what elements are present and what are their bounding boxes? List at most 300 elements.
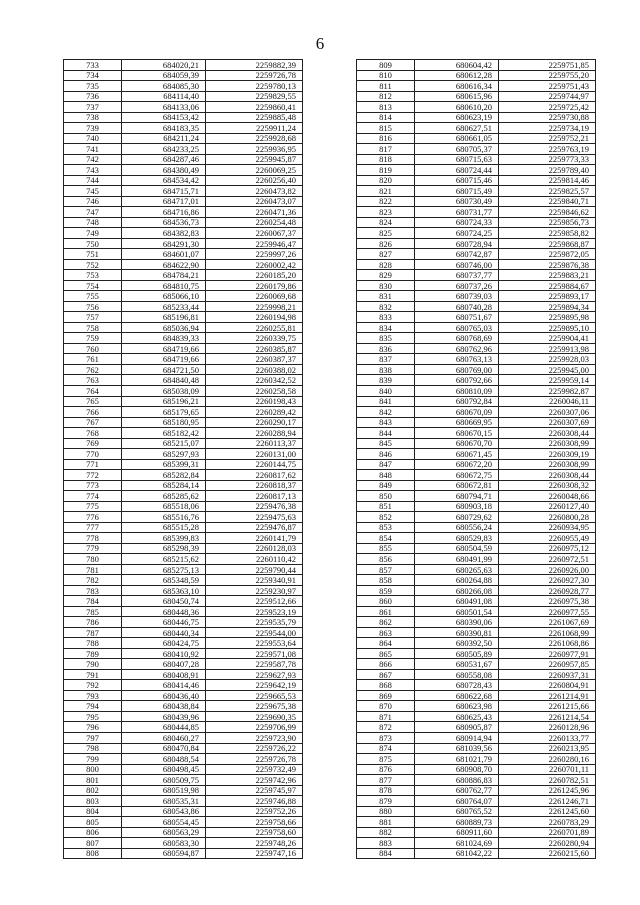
table-row xyxy=(64,838,303,849)
x-coordinate-cell: 680672,81 xyxy=(415,480,499,491)
point-number-cell: 878 xyxy=(357,785,415,796)
y-coordinate-cell: 2260288,94 xyxy=(206,428,303,439)
point-number-cell: 770 xyxy=(64,449,122,460)
point-number-cell: 855 xyxy=(357,543,415,554)
point-number-cell: 805 xyxy=(64,817,122,828)
y-coordinate-cell: 2260308,44 xyxy=(499,428,596,439)
table-row xyxy=(357,554,596,565)
table-row xyxy=(357,459,596,470)
x-coordinate-cell: 680414,46 xyxy=(122,680,206,691)
point-number-cell: 735 xyxy=(64,81,122,92)
table-row xyxy=(64,543,303,554)
y-coordinate-cell: 2260308,32 xyxy=(499,480,596,491)
x-coordinate-cell: 684287,46 xyxy=(122,154,206,165)
x-coordinate-cell: 685196,81 xyxy=(122,312,206,323)
x-coordinate-cell: 681024,69 xyxy=(415,838,499,849)
table-row xyxy=(357,249,596,260)
x-coordinate-cell: 680615,96 xyxy=(415,91,499,102)
point-number-cell: 734 xyxy=(64,70,122,81)
y-coordinate-cell: 2260975,38 xyxy=(499,596,596,607)
y-coordinate-cell: 2260471,36 xyxy=(206,207,303,218)
table-row xyxy=(64,606,303,617)
table-row xyxy=(357,354,596,365)
y-coordinate-cell: 2260290,17 xyxy=(206,417,303,428)
x-coordinate-cell: 680440,34 xyxy=(122,627,206,638)
y-coordinate-cell: 2260926,00 xyxy=(499,564,596,575)
table-row xyxy=(64,301,303,312)
y-coordinate-cell: 2260256,40 xyxy=(206,175,303,186)
point-number-cell: 754 xyxy=(64,280,122,291)
x-coordinate-cell: 680535,31 xyxy=(122,796,206,807)
point-number-cell: 809 xyxy=(357,60,415,71)
point-number-cell: 782 xyxy=(64,575,122,586)
y-coordinate-cell: 2260783,29 xyxy=(499,817,596,828)
point-number-cell: 816 xyxy=(357,133,415,144)
point-number-cell: 759 xyxy=(64,333,122,344)
y-coordinate-cell: 2260280,94 xyxy=(499,838,596,849)
point-number-cell: 813 xyxy=(357,102,415,113)
x-coordinate-cell: 684085,30 xyxy=(122,81,206,92)
point-number-cell: 748 xyxy=(64,217,122,228)
y-coordinate-cell: 2260308,99 xyxy=(499,459,596,470)
x-coordinate-cell: 680623,19 xyxy=(415,112,499,123)
point-number-cell: 750 xyxy=(64,238,122,249)
point-number-cell: 772 xyxy=(64,470,122,481)
table-row xyxy=(64,575,303,586)
y-coordinate-cell: 2260701,89 xyxy=(499,827,596,838)
table-row xyxy=(64,102,303,113)
point-number-cell: 777 xyxy=(64,522,122,533)
table-row xyxy=(357,70,596,81)
x-coordinate-cell: 680436,40 xyxy=(122,690,206,701)
point-number-cell: 822 xyxy=(357,196,415,207)
table-row xyxy=(357,470,596,481)
y-coordinate-cell: 2259876,38 xyxy=(499,259,596,270)
y-coordinate-cell: 2259725,42 xyxy=(499,102,596,113)
x-coordinate-cell: 685363,10 xyxy=(122,585,206,596)
x-coordinate-cell: 680501,54 xyxy=(415,606,499,617)
table-row xyxy=(357,133,596,144)
table-row xyxy=(357,575,596,586)
table-row xyxy=(357,343,596,354)
x-coordinate-cell: 680670,15 xyxy=(415,428,499,439)
point-number-cell: 846 xyxy=(357,449,415,460)
x-coordinate-cell: 680410,92 xyxy=(122,648,206,659)
table-row xyxy=(357,60,596,71)
point-number-cell: 841 xyxy=(357,396,415,407)
y-coordinate-cell: 2259742,96 xyxy=(206,775,303,786)
x-coordinate-cell: 680908,70 xyxy=(415,764,499,775)
table-row xyxy=(64,522,303,533)
table-row xyxy=(64,449,303,460)
x-coordinate-cell: 685036,94 xyxy=(122,322,206,333)
x-coordinate-cell: 680792,66 xyxy=(415,375,499,386)
table-row xyxy=(64,564,303,575)
x-coordinate-cell: 680264,88 xyxy=(415,575,499,586)
point-number-cell: 827 xyxy=(357,249,415,260)
point-number-cell: 874 xyxy=(357,743,415,754)
table-row xyxy=(357,606,596,617)
y-coordinate-cell: 2259856,73 xyxy=(499,217,596,228)
point-number-cell: 868 xyxy=(357,680,415,691)
y-coordinate-cell: 2260128,03 xyxy=(206,543,303,554)
point-number-cell: 752 xyxy=(64,259,122,270)
point-number-cell: 859 xyxy=(357,585,415,596)
point-number-cell: 815 xyxy=(357,123,415,134)
y-coordinate-cell: 2260280,16 xyxy=(499,754,596,765)
table-row xyxy=(357,407,596,418)
y-coordinate-cell: 2259512,66 xyxy=(206,596,303,607)
x-coordinate-cell: 684536,73 xyxy=(122,217,206,228)
point-number-cell: 733 xyxy=(64,60,122,71)
x-coordinate-cell: 685516,76 xyxy=(122,512,206,523)
point-number-cell: 863 xyxy=(357,627,415,638)
point-number-cell: 884 xyxy=(357,848,415,859)
table-row xyxy=(64,638,303,649)
y-coordinate-cell: 2259763,19 xyxy=(499,144,596,155)
y-coordinate-cell: 2259475,63 xyxy=(206,512,303,523)
x-coordinate-cell: 680724,44 xyxy=(415,165,499,176)
table-row xyxy=(64,743,303,754)
point-number-cell: 824 xyxy=(357,217,415,228)
x-coordinate-cell: 680446,75 xyxy=(122,617,206,628)
coordinates-table-left xyxy=(63,59,303,859)
x-coordinate-cell: 680622,68 xyxy=(415,690,499,701)
y-coordinate-cell: 2260339,75 xyxy=(206,333,303,344)
table-row xyxy=(64,690,303,701)
x-coordinate-cell: 684114,40 xyxy=(122,91,206,102)
table-row xyxy=(357,838,596,849)
x-coordinate-cell: 685215,07 xyxy=(122,438,206,449)
y-coordinate-cell: 2259780,13 xyxy=(206,81,303,92)
x-coordinate-cell: 684183,35 xyxy=(122,123,206,134)
point-number-cell: 761 xyxy=(64,354,122,365)
table-row xyxy=(357,364,596,375)
point-number-cell: 825 xyxy=(357,228,415,239)
table-row xyxy=(64,701,303,712)
y-coordinate-cell: 2259340,91 xyxy=(206,575,303,586)
x-coordinate-cell: 680670,09 xyxy=(415,407,499,418)
table-row xyxy=(64,417,303,428)
x-coordinate-cell: 680731,77 xyxy=(415,207,499,218)
y-coordinate-cell: 2260002,42 xyxy=(206,259,303,270)
table-row xyxy=(64,438,303,449)
x-coordinate-cell: 680715,63 xyxy=(415,154,499,165)
point-number-cell: 778 xyxy=(64,533,122,544)
point-number-cell: 867 xyxy=(357,669,415,680)
x-coordinate-cell: 680794,71 xyxy=(415,491,499,502)
point-number-cell: 871 xyxy=(357,711,415,722)
table-row xyxy=(64,186,303,197)
x-coordinate-cell: 680742,87 xyxy=(415,249,499,260)
point-number-cell: 781 xyxy=(64,564,122,575)
x-coordinate-cell: 680610,20 xyxy=(415,102,499,113)
point-number-cell: 839 xyxy=(357,375,415,386)
x-coordinate-cell: 680504,59 xyxy=(415,543,499,554)
x-coordinate-cell: 684810,75 xyxy=(122,280,206,291)
x-coordinate-cell: 680905,87 xyxy=(415,722,499,733)
y-coordinate-cell: 2259747,16 xyxy=(206,848,303,859)
point-number-cell: 829 xyxy=(357,270,415,281)
table-row xyxy=(357,417,596,428)
table-row xyxy=(64,375,303,386)
x-coordinate-cell: 680762,77 xyxy=(415,785,499,796)
point-number-cell: 831 xyxy=(357,291,415,302)
y-coordinate-cell: 2259872,05 xyxy=(499,249,596,260)
y-coordinate-cell: 2259997,26 xyxy=(206,249,303,260)
point-number-cell: 823 xyxy=(357,207,415,218)
x-coordinate-cell: 685275,13 xyxy=(122,564,206,575)
x-coordinate-cell: 685348,59 xyxy=(122,575,206,586)
table-row xyxy=(64,91,303,102)
table-row xyxy=(357,238,596,249)
x-coordinate-cell: 680724,25 xyxy=(415,228,499,239)
y-coordinate-cell: 2259544,00 xyxy=(206,627,303,638)
point-number-cell: 753 xyxy=(64,270,122,281)
y-coordinate-cell: 2259904,41 xyxy=(499,333,596,344)
y-coordinate-cell: 2259476,87 xyxy=(206,522,303,533)
table-row xyxy=(64,123,303,134)
table-row xyxy=(357,301,596,312)
x-coordinate-cell: 685297,93 xyxy=(122,449,206,460)
y-coordinate-cell: 2259745,97 xyxy=(206,785,303,796)
y-coordinate-cell: 2259675,38 xyxy=(206,701,303,712)
table-row xyxy=(64,81,303,92)
x-coordinate-cell: 680911,60 xyxy=(415,827,499,838)
table-row xyxy=(64,154,303,165)
table-row xyxy=(357,165,596,176)
point-number-cell: 776 xyxy=(64,512,122,523)
point-number-cell: 791 xyxy=(64,669,122,680)
point-number-cell: 779 xyxy=(64,543,122,554)
point-number-cell: 869 xyxy=(357,690,415,701)
table-row xyxy=(64,733,303,744)
y-coordinate-cell: 2259751,43 xyxy=(499,81,596,92)
point-number-cell: 794 xyxy=(64,701,122,712)
table-row xyxy=(357,669,596,680)
table-row xyxy=(357,722,596,733)
x-coordinate-cell: 681042,22 xyxy=(415,848,499,859)
y-coordinate-cell: 2261068,99 xyxy=(499,627,596,638)
point-number-cell: 861 xyxy=(357,606,415,617)
y-coordinate-cell: 2260955,49 xyxy=(499,533,596,544)
point-number-cell: 744 xyxy=(64,175,122,186)
y-coordinate-cell: 2260817,62 xyxy=(206,470,303,481)
x-coordinate-cell: 680583,30 xyxy=(122,838,206,849)
y-coordinate-cell: 2260972,51 xyxy=(499,554,596,565)
point-number-cell: 769 xyxy=(64,438,122,449)
point-number-cell: 789 xyxy=(64,648,122,659)
table-row xyxy=(357,81,596,92)
y-coordinate-cell: 2260113,37 xyxy=(206,438,303,449)
x-coordinate-cell: 680671,45 xyxy=(415,449,499,460)
table-row xyxy=(64,775,303,786)
point-number-cell: 780 xyxy=(64,554,122,565)
table-row xyxy=(64,207,303,218)
x-coordinate-cell: 680769,00 xyxy=(415,364,499,375)
table-row xyxy=(357,375,596,386)
table-row xyxy=(64,217,303,228)
point-number-cell: 866 xyxy=(357,659,415,670)
point-number-cell: 842 xyxy=(357,407,415,418)
x-coordinate-cell: 680763,13 xyxy=(415,354,499,365)
x-coordinate-cell: 685182,42 xyxy=(122,428,206,439)
point-number-cell: 837 xyxy=(357,354,415,365)
x-coordinate-cell: 680448,36 xyxy=(122,606,206,617)
table-row xyxy=(357,385,596,396)
x-coordinate-cell: 680594,87 xyxy=(122,848,206,859)
table-row xyxy=(357,743,596,754)
x-coordinate-cell: 680728,43 xyxy=(415,680,499,691)
table-row xyxy=(357,196,596,207)
y-coordinate-cell: 2260701,11 xyxy=(499,764,596,775)
x-coordinate-cell: 680661,05 xyxy=(415,133,499,144)
y-coordinate-cell: 2259746,88 xyxy=(206,796,303,807)
table-row xyxy=(357,207,596,218)
y-coordinate-cell: 2260817,13 xyxy=(206,491,303,502)
x-coordinate-cell: 680563,29 xyxy=(122,827,206,838)
y-coordinate-cell: 2259748,26 xyxy=(206,838,303,849)
y-coordinate-cell: 2259751,85 xyxy=(499,60,596,71)
table-row xyxy=(357,680,596,691)
y-coordinate-cell: 2259758,60 xyxy=(206,827,303,838)
point-number-cell: 847 xyxy=(357,459,415,470)
table-row xyxy=(64,754,303,765)
y-coordinate-cell: 2260131,00 xyxy=(206,449,303,460)
y-coordinate-cell: 2260937,31 xyxy=(499,669,596,680)
x-coordinate-cell: 685399,31 xyxy=(122,459,206,470)
x-coordinate-cell: 680715,46 xyxy=(415,175,499,186)
point-number-cell: 836 xyxy=(357,343,415,354)
x-coordinate-cell: 680740,28 xyxy=(415,301,499,312)
point-number-cell: 746 xyxy=(64,196,122,207)
table-row xyxy=(64,848,303,859)
x-coordinate-cell: 684233,25 xyxy=(122,144,206,155)
point-number-cell: 773 xyxy=(64,480,122,491)
y-coordinate-cell: 2259726,78 xyxy=(206,70,303,81)
x-coordinate-cell: 684715,71 xyxy=(122,186,206,197)
point-number-cell: 881 xyxy=(357,817,415,828)
point-number-cell: 797 xyxy=(64,733,122,744)
x-coordinate-cell: 684839,33 xyxy=(122,333,206,344)
y-coordinate-cell: 2259230,97 xyxy=(206,585,303,596)
table-row xyxy=(64,533,303,544)
y-coordinate-cell: 2259829,55 xyxy=(206,91,303,102)
x-coordinate-cell: 680509,75 xyxy=(122,775,206,786)
point-number-cell: 788 xyxy=(64,638,122,649)
x-coordinate-cell: 680460,27 xyxy=(122,733,206,744)
y-coordinate-cell: 2260473,07 xyxy=(206,196,303,207)
table-row xyxy=(64,512,303,523)
point-number-cell: 795 xyxy=(64,711,122,722)
y-coordinate-cell: 2259773,33 xyxy=(499,154,596,165)
x-coordinate-cell: 685233,44 xyxy=(122,301,206,312)
y-coordinate-cell: 2259998,21 xyxy=(206,301,303,312)
table-row xyxy=(357,596,596,607)
y-coordinate-cell: 2260307,69 xyxy=(499,417,596,428)
y-coordinate-cell: 2259734,19 xyxy=(499,123,596,134)
x-coordinate-cell: 685298,39 xyxy=(122,543,206,554)
table-row xyxy=(64,165,303,176)
x-coordinate-cell: 680531,67 xyxy=(415,659,499,670)
table-row xyxy=(64,459,303,470)
x-coordinate-cell: 680543,86 xyxy=(122,806,206,817)
table-row xyxy=(64,70,303,81)
point-number-cell: 796 xyxy=(64,722,122,733)
y-coordinate-cell: 2259885,48 xyxy=(206,112,303,123)
y-coordinate-cell: 2259883,21 xyxy=(499,270,596,281)
x-coordinate-cell: 685399,83 xyxy=(122,533,206,544)
x-coordinate-cell: 680625,43 xyxy=(415,711,499,722)
x-coordinate-cell: 684534,42 xyxy=(122,175,206,186)
table-row xyxy=(64,617,303,628)
x-coordinate-cell: 684601,07 xyxy=(122,249,206,260)
x-coordinate-cell: 680488,54 xyxy=(122,754,206,765)
y-coordinate-cell: 2261245,60 xyxy=(499,806,596,817)
table-row xyxy=(64,280,303,291)
x-coordinate-cell: 685066,10 xyxy=(122,291,206,302)
point-number-cell: 828 xyxy=(357,259,415,270)
point-number-cell: 830 xyxy=(357,280,415,291)
y-coordinate-cell: 2259744,97 xyxy=(499,91,596,102)
x-coordinate-cell: 680612,28 xyxy=(415,70,499,81)
point-number-cell: 875 xyxy=(357,754,415,765)
point-number-cell: 740 xyxy=(64,133,122,144)
y-coordinate-cell: 2259523,19 xyxy=(206,606,303,617)
table-row xyxy=(357,91,596,102)
y-coordinate-cell: 2261214,91 xyxy=(499,690,596,701)
table-row xyxy=(64,385,303,396)
y-coordinate-cell: 2260258,58 xyxy=(206,385,303,396)
point-number-cell: 810 xyxy=(357,70,415,81)
x-coordinate-cell: 680450,74 xyxy=(122,596,206,607)
table-row xyxy=(357,775,596,786)
y-coordinate-cell: 2260388,02 xyxy=(206,364,303,375)
x-coordinate-cell: 680729,62 xyxy=(415,512,499,523)
table-row xyxy=(357,291,596,302)
table-row xyxy=(357,564,596,575)
y-coordinate-cell: 2259825,57 xyxy=(499,186,596,197)
x-coordinate-cell: 684382,83 xyxy=(122,228,206,239)
x-coordinate-cell: 680266,08 xyxy=(415,585,499,596)
table-row xyxy=(64,491,303,502)
table-row xyxy=(357,312,596,323)
point-number-cell: 737 xyxy=(64,102,122,113)
x-coordinate-cell: 680424,75 xyxy=(122,638,206,649)
table-row xyxy=(64,817,303,828)
table-row xyxy=(64,60,303,71)
point-number-cell: 826 xyxy=(357,238,415,249)
y-coordinate-cell: 2259690,35 xyxy=(206,711,303,722)
table-row xyxy=(357,144,596,155)
y-coordinate-cell: 2259936,95 xyxy=(206,144,303,155)
point-number-cell: 799 xyxy=(64,754,122,765)
x-coordinate-cell: 680737,77 xyxy=(415,270,499,281)
table-row xyxy=(357,438,596,449)
point-number-cell: 883 xyxy=(357,838,415,849)
table-row xyxy=(64,354,303,365)
table-row xyxy=(64,827,303,838)
table-row xyxy=(357,701,596,712)
x-coordinate-cell: 680764,07 xyxy=(415,796,499,807)
x-coordinate-cell: 680746,00 xyxy=(415,259,499,270)
point-number-cell: 798 xyxy=(64,743,122,754)
point-number-cell: 873 xyxy=(357,733,415,744)
y-coordinate-cell: 2260782,51 xyxy=(499,775,596,786)
y-coordinate-cell: 2260179,86 xyxy=(206,280,303,291)
table-row xyxy=(357,175,596,186)
y-coordinate-cell: 2260198,43 xyxy=(206,396,303,407)
